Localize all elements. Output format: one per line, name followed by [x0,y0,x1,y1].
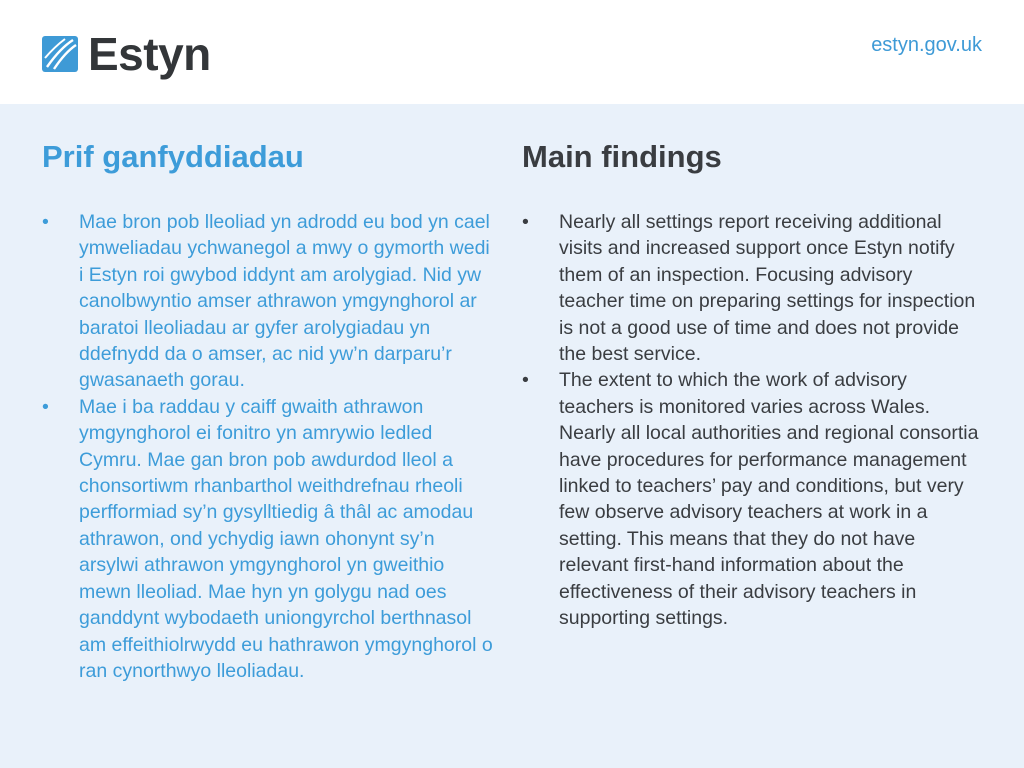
english-section-title: Main findings [522,139,722,174]
logo-wordmark: Estyn [88,28,211,80]
bullet-marker: • [522,211,529,233]
welsh-column [42,138,497,684]
welsh-findings-list [42,209,497,684]
bullet-marker: • [42,211,49,233]
finding-text: Mae i ba raddau y caiff gwaith athrawon ymgynghorol ei fonitro yn amrywio ledled Cymru. Mae gan bron pob awdurdod lleol a chonsortiwm rhanbarthol weithdrefnau rheoli perfformiad sy’n gysylltiedig â thâl ac amodau athrawon, ond ychydig iawn ohonynt sy’n arsylwi athrawon ymgynghorol yn gweithio mewn lleoliad. Mae hyn yn golygu nad oes ganddynt wybodaeth uniongyrchol berthnasol am effeithiolrwydd eu hathrawon ymgynghorol o ran cynorthwyo lleoliadau. [79,395,493,682]
finding-text: Mae bron pob lleoliad yn adrodd eu bod yn cael ymweliadau ychwanegol a mwy o gymorth wedi i Estyn roi gwybod iddynt am arolygiad. Nid yw canolbwyntio amser athrawon ymgynghorol ar baratoi lleoliadau ar gyfer arolygiadau yn ddefnydd da o amser, ac nid yw’n darparu’r gwasanaeth gorau. [79,211,490,392]
list-item [522,367,982,631]
list-item [522,209,982,367]
list-item [42,394,497,684]
bullet-marker: • [42,395,49,418]
finding-text: The extent to which the work of advisory teachers is monitored varies across Wales. Nearly all local authorities and regional consortia have procedures for performance management linked to teachers’ pay and conditions, but very few observe advisory teachers at work in a setting. This means that they do not have relevant first-hand information about the effectiveness of their advisory teachers in supporting settings. [559,369,979,630]
list-item [42,209,497,394]
finding-text: Nearly all settings report receiving additional visits and increased support once Estyn notify them of an inspection. Focusing advisory teacher time on preparing settings for inspection is not a good use of time and does not provide the best service. [559,211,976,366]
site-url-link[interactable]: estyn.gov.uk [871,34,982,56]
english-findings-list [522,209,982,632]
english-column [522,138,982,632]
estyn-logo-icon [42,36,78,72]
bullet-marker: • [522,369,529,392]
page-header [0,0,1024,104]
welsh-section-title: Prif ganfyddiadau [42,139,304,174]
